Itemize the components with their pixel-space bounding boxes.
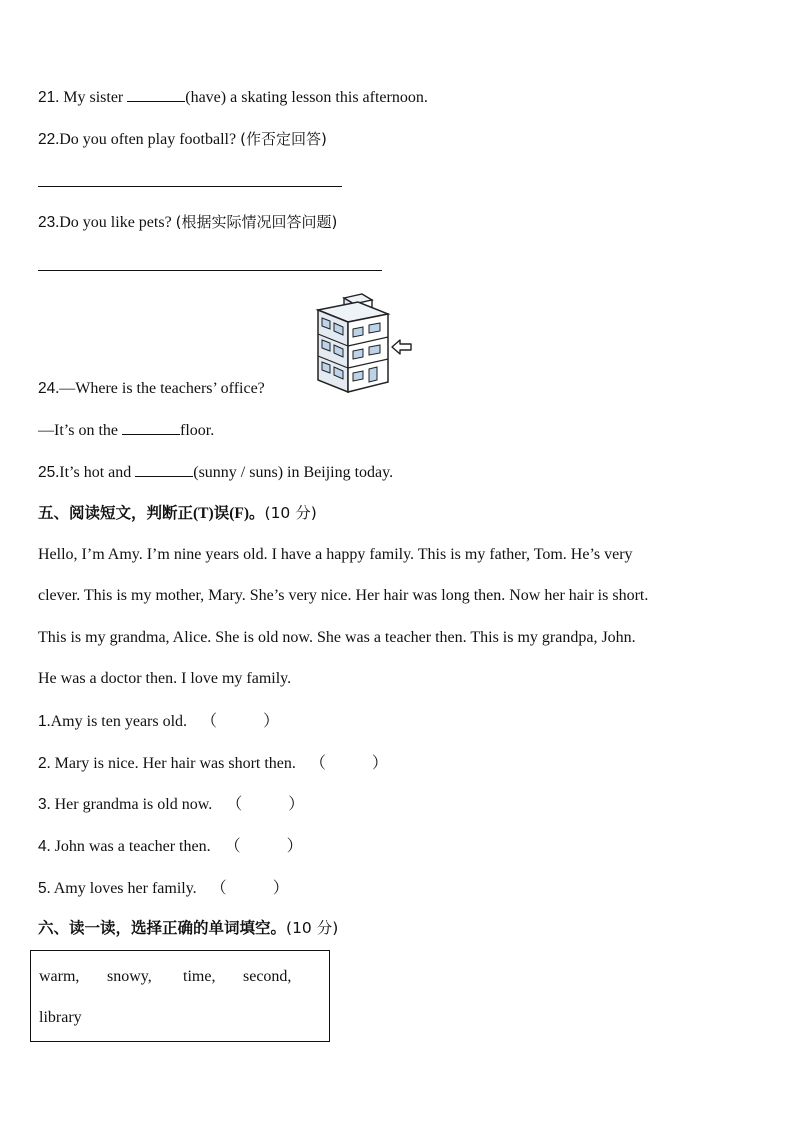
statement-number: 4 [38, 838, 47, 855]
question-text: .—Where is the teachers’ office? [55, 380, 265, 397]
question-text: (have) a skating lesson this afternoon. [185, 89, 428, 106]
word-bank-row [39, 968, 291, 986]
statement-text: . Amy loves her family. [46, 880, 197, 897]
answer-prefix: —It’s on the [38, 422, 122, 439]
question-24-answer [38, 420, 214, 441]
question-hint: (根据实际情况回答问题) [175, 213, 338, 231]
question-number: 24 [38, 380, 56, 397]
heading-text: 五、阅读短文，判断正 [38, 504, 194, 522]
question-23 [38, 212, 337, 233]
passage-line: He was a doctor then. I love my family. [38, 670, 292, 687]
answer-paren[interactable]: （ ） [309, 753, 388, 772]
arrow-left-icon [390, 338, 414, 356]
question-24 [38, 379, 265, 399]
statement-number: 5 [38, 880, 47, 897]
word-option: time, [183, 968, 216, 985]
heading-text: 。 [249, 504, 265, 522]
answer-paren[interactable]: （ ） [226, 794, 305, 813]
section-5-heading [38, 503, 317, 524]
answer-suffix: floor. [180, 422, 215, 439]
statement-text: . John was a teacher then. [46, 838, 211, 855]
question-text: . My sister [55, 89, 128, 106]
statement-number: 1 [38, 713, 47, 730]
statement-number: 2 [38, 755, 47, 772]
answer-blank[interactable] [122, 420, 180, 435]
word-option: snowy, [107, 968, 152, 985]
question-22 [38, 129, 327, 150]
heading-text: 误 [213, 504, 230, 522]
word-option: library [39, 1009, 82, 1026]
statement-number: 3 [38, 796, 47, 813]
answer-line[interactable] [38, 186, 342, 187]
heading-text: 六、读一读，选择正确的单词填空。 [38, 919, 287, 937]
question-text: (sunny / suns) in Beijing today. [193, 464, 394, 481]
question-number: 21 [38, 89, 56, 106]
statement-text: . Her grandma is old now. [46, 796, 213, 813]
statement-4 [38, 836, 303, 857]
statement-text: . Mary is nice. Her hair was short then. [46, 755, 296, 772]
question-text: .Do you often play football? [55, 131, 241, 148]
section-score: (10 分) [264, 504, 317, 522]
statement-1 [38, 711, 279, 732]
passage-line: clever. This is my mother, Mary. She’s very nice. Her hair was long then. Now her hair is short. [38, 587, 649, 604]
answer-paren[interactable]: （ ） [201, 711, 280, 730]
section-score: (10 分) [286, 919, 339, 937]
question-21 [38, 87, 428, 108]
statement-2 [38, 753, 388, 774]
answer-paren[interactable]: （ ） [210, 878, 289, 897]
section-6-heading [38, 918, 338, 938]
question-text: .Do you like pets? [55, 214, 176, 231]
passage-line: This is my grandma, Alice. She is old now. She was a teacher then. This is my grandpa, John. [38, 629, 636, 646]
word-bank-box [30, 950, 330, 1042]
question-text: .It’s hot and [55, 464, 136, 481]
question-number: 25 [38, 464, 56, 481]
building-illustration [306, 292, 416, 399]
question-number: 22 [38, 131, 56, 148]
statement-text: .Amy is ten years old. [46, 713, 188, 730]
answer-blank[interactable] [127, 87, 185, 102]
word-bank-row [39, 1009, 82, 1027]
word-option: second, [243, 968, 292, 985]
true-mark: (T) [193, 505, 214, 522]
word-option: warm, [39, 968, 80, 985]
answer-line[interactable] [38, 270, 382, 271]
answer-blank[interactable] [135, 462, 193, 477]
statement-3 [38, 794, 304, 815]
answer-paren[interactable]: （ ） [224, 836, 303, 855]
question-number: 23 [38, 214, 56, 231]
question-25 [38, 462, 393, 483]
passage-line: Hello, I’m Amy. I’m nine years old. I have a happy family. This is my father, Tom. He’s very [38, 546, 633, 563]
statement-5 [38, 878, 289, 899]
question-hint: (作否定回答) [240, 130, 327, 148]
false-mark: (F) [229, 505, 249, 522]
